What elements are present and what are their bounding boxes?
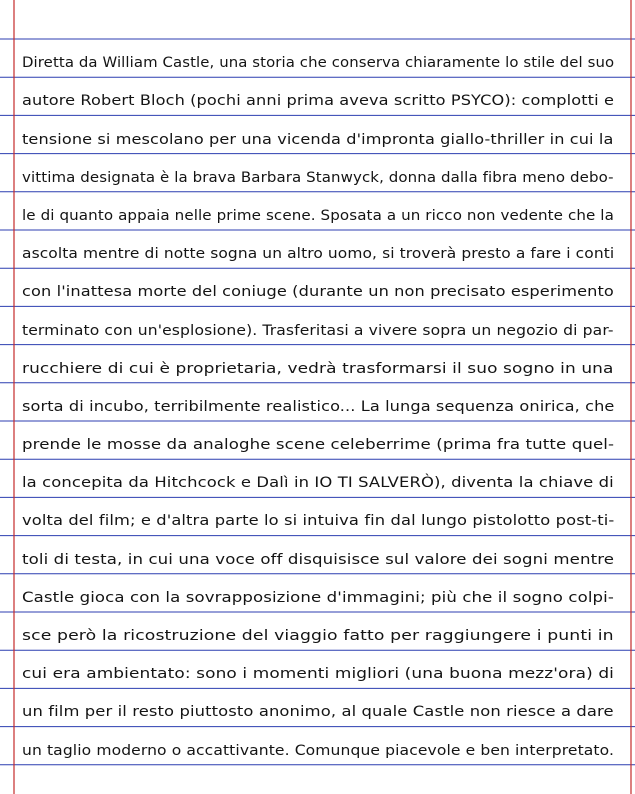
text-line: [22, 612, 617, 650]
text-line: [22, 115, 617, 153]
text-line-content: toli di testa, in cui una voce off disquisisce sul valore dei sogni mentre: [22, 551, 615, 568]
text-line: [22, 726, 617, 764]
text-line-content: Castle gioca con la sovrapposizione d'immagini; più che il sogno colpi-: [22, 589, 614, 606]
text-line-content: rucchiere di cui è proprietaria, vedrà trasformarsi il suo sogno in una: [22, 360, 614, 377]
text-line-content: ascolta mentre di notte sogna un altro uomo, si troverà presto a fare i conti: [22, 246, 615, 263]
text-line-content: vittima designata è la brava Barbara Stanwyck, donna dalla fibra meno debo-: [22, 169, 614, 186]
text-line: [22, 154, 617, 192]
text-line-content: sce però la ricostruzione del viaggio fatto per raggiungere i punti in: [22, 628, 614, 644]
text-line: [22, 421, 617, 459]
text-line-content: le di quanto appaia nelle prime scene. Sposata a un ricco non vedente che la: [22, 207, 614, 224]
text-line-content: sorta di incubo, terribilmente realistico... La lunga sequenza onirica, che: [22, 398, 615, 415]
text-line: [22, 688, 617, 726]
text-line-content: terminato con un'esplosione). Trasferitasi a vivere sopra un negozio di par-: [22, 322, 614, 339]
text-line-content: un film per il resto piuttosto anonimo, al quale Castle non riesce a dare: [22, 704, 614, 721]
text-line: [22, 268, 617, 306]
text-line: [22, 650, 617, 688]
text-line: [22, 535, 617, 573]
text-line: [22, 497, 617, 535]
handwritten-text: [22, 39, 617, 765]
text-line-content: cui era ambientato: sono i momenti migliori (una buona mezz'ora) di: [22, 666, 615, 683]
text-line: [22, 77, 617, 115]
text-line-content: tensione si mescolano per una vicenda d'impronta giallo-thriller in cui la: [22, 131, 614, 148]
text-line: [22, 230, 617, 268]
text-line-content: prende le mosse da analoghe scene celeberrime (prima fra tutte quel-: [22, 437, 615, 454]
text-line: [22, 192, 617, 230]
text-line: [22, 574, 617, 612]
text-line: [22, 383, 617, 421]
text-line-content: un taglio moderno o accattivante. Comunque piacevole e ben interpretato.: [22, 742, 615, 759]
text-line: [22, 345, 617, 383]
text-line-content: con l'inattesa morte del coniuge (durante un non precisato esperimento: [22, 284, 614, 301]
text-line: [22, 39, 617, 77]
text-line-content: volta del film; e d'altra parte lo si intuiva fin dal lungo pistolotto post-ti-: [22, 513, 615, 530]
text-line-content: autore Robert Bloch (pochi anni prima aveva scritto PSYCO): complotti e: [22, 93, 614, 110]
text-line: [22, 459, 617, 497]
text-line-content: la concepita da Hitchcock e Dalì in IO TI SALVERÒ), diventa la chiave di: [22, 475, 614, 492]
text-line: [22, 306, 617, 344]
text-line-content: Diretta da William Castle, una storia che conserva chiaramente lo stile del suo: [22, 55, 615, 72]
